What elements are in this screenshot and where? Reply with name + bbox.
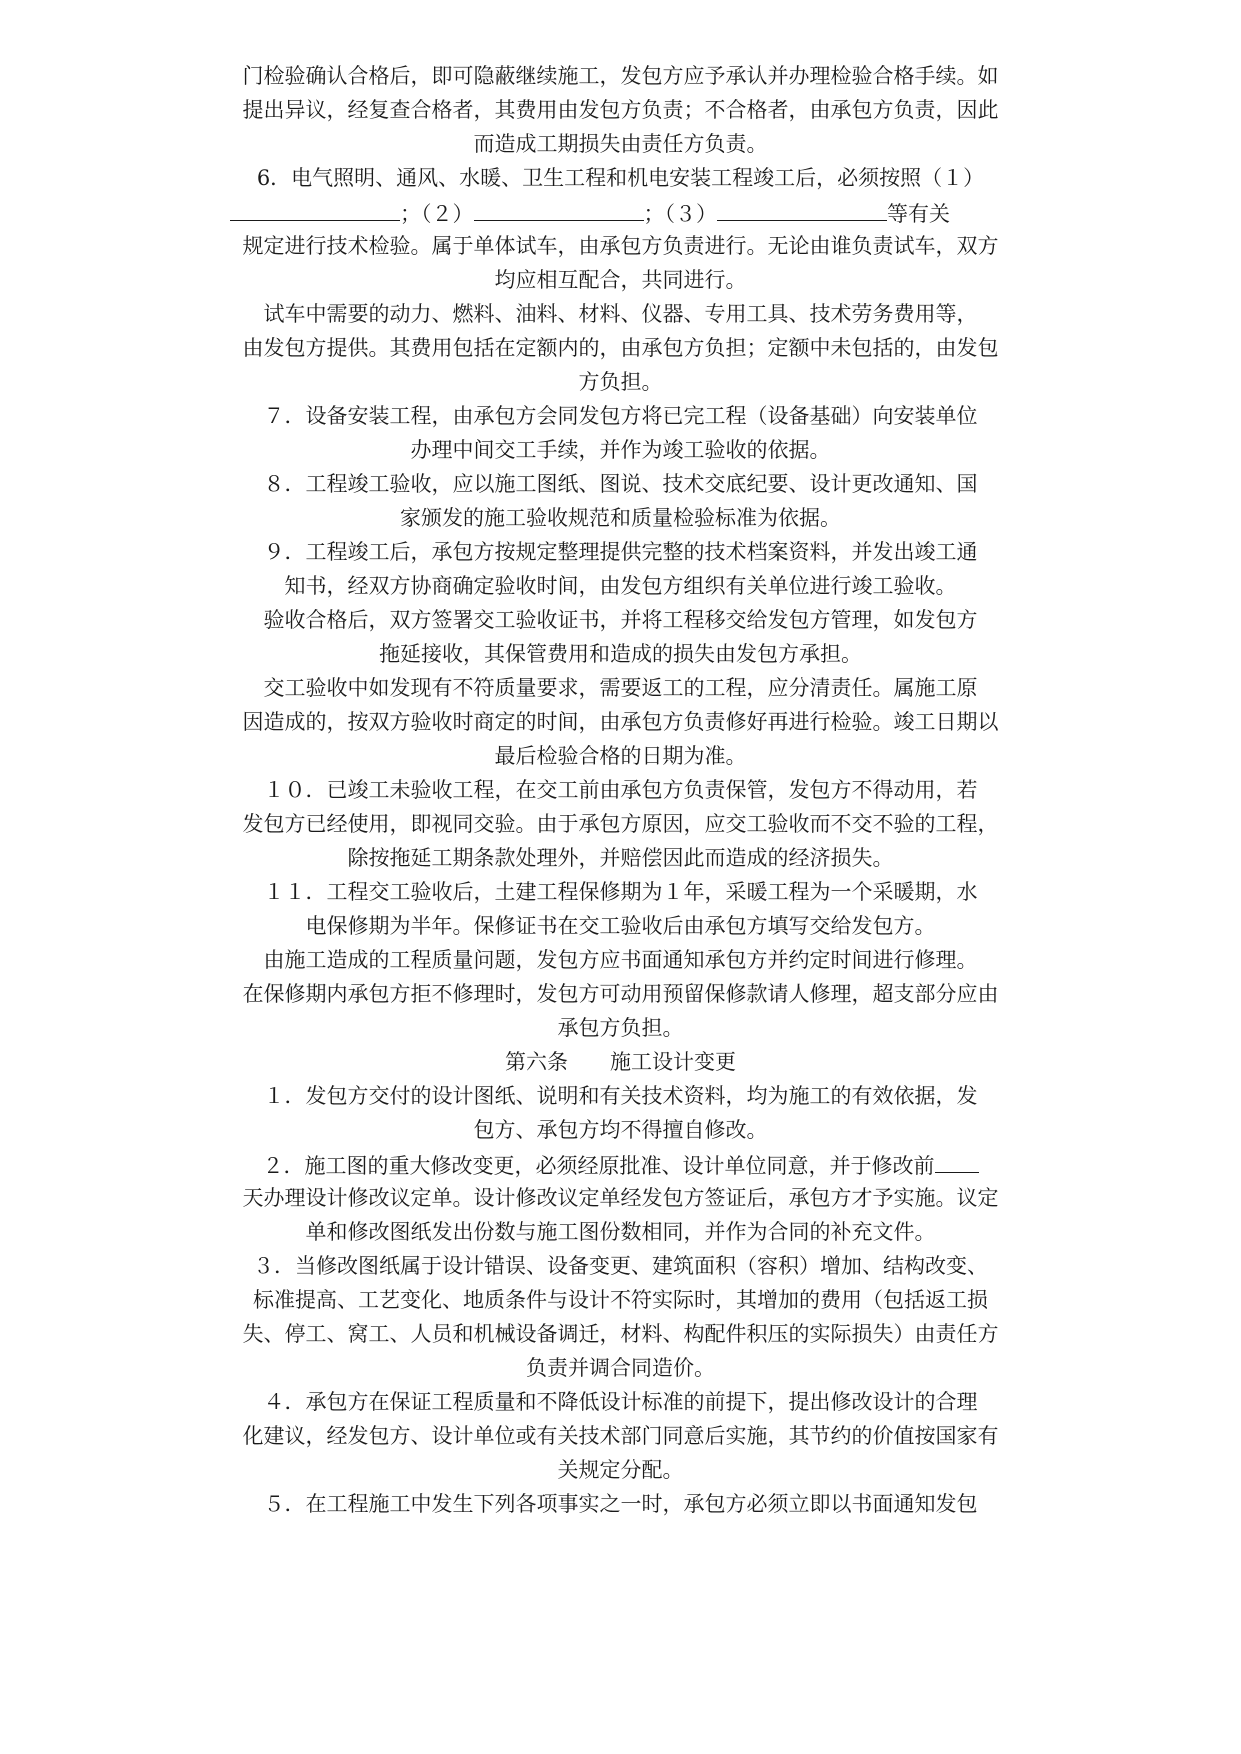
- text-line: 交工验收中如发现有不符质量要求，需要返工的工程，应分清责任。属施工原: [263, 676, 978, 700]
- text-line: 除按拖延工期条款处理外，并赔偿因此而造成的经济损失。: [347, 846, 894, 870]
- text-line: 单和修改图纸发出份数与施工图份数相同，并作为合同的补充文件。: [305, 1220, 936, 1244]
- blank-field-2[interactable]: [474, 198, 644, 221]
- text-fragment: ；（２）: [400, 202, 474, 226]
- text-line: 提出异议，经复查合格者，其费用由发包方负责；不合格者，由承包方负责，因此: [242, 98, 999, 122]
- text-line: 由发包方提供。其费用包括在定额内的，由承包方负担；定额中未包括的，由发包: [242, 336, 999, 360]
- text-line: 因造成的，按双方验收时商定的时间，由承包方负责修好再进行检验。竣工日期以: [242, 710, 999, 734]
- text-line: 失、停工、窝工、人员和机械设备调迁，材料、构配件积压的实际损失）由责任方: [242, 1322, 999, 1346]
- text-line: 由施工造成的工程质量问题，发包方应书面通知承包方并约定时间进行修理。: [263, 948, 978, 972]
- fill-in-line: [0, 1150, 1241, 1180]
- text-line: １０．已竣工未验收工程，在交工前由承包方负责保管，发包方不得动用，若: [263, 778, 978, 802]
- text-line: 关规定分配。: [557, 1458, 684, 1482]
- text-line: 化建议，经发包方、设计单位或有关技术部门同意后实施，其节约的价值按国家有: [242, 1424, 999, 1448]
- text-line: ４．承包方在保证工程质量和不降低设计标准的前提下，提出修改设计的合理: [263, 1390, 978, 1414]
- text-line: 包方、承包方均不得擅自修改。: [473, 1118, 768, 1142]
- text-line: 验收合格后，双方签署交工验收证书，并将工程移交给发包方管理，如发包方: [263, 608, 978, 632]
- text-line: １１．工程交工验收后，土建工程保修期为１年，采暖工程为一个采暖期，水: [263, 880, 978, 904]
- text-line: 电保修期为半年。保修证书在交工验收后由承包方填写交给发包方。: [305, 914, 936, 938]
- blank-field-3[interactable]: [717, 198, 887, 221]
- text-line: 拖延接收，其保管费用和造成的损失由发包方承担。: [379, 642, 862, 666]
- text-line: 规定进行技术检验。属于单体试车，由承包方负责进行。无论由谁负责试车，双方: [242, 234, 999, 258]
- text-line: 均应相互配合，共同进行。: [494, 268, 747, 292]
- text-line: １．发包方交付的设计图纸、说明和有关技术资料，均为施工的有效依据，发: [263, 1084, 978, 1108]
- text-line: 门检验确认合格后，即可隐蔽继续施工，发包方应予承认并办理检验合格手续。如: [242, 64, 999, 88]
- blank-field-1[interactable]: [230, 198, 400, 221]
- text-line: 而造成工期损失由责任方负责。: [473, 132, 768, 156]
- text-line: 办理中间交工手续，并作为竣工验收的依据。: [410, 438, 831, 462]
- fill-in-line: [230, 198, 1010, 228]
- text-fragment: ；（３）: [643, 202, 717, 226]
- text-line: 家颁发的施工验收规范和质量检验标准为依据。: [400, 506, 841, 530]
- text-line: 天办理设计修改议定单。设计修改议定单经发包方签证后，承包方才予实施。议定: [242, 1186, 999, 1210]
- text-line: 知书，经双方协商确定验收时间，由发包方组织有关单位进行竣工验收。: [284, 574, 957, 598]
- text-line: ８．工程竣工验收，应以施工图纸、图说、技术交底纪要、设计更改通知、国: [263, 472, 978, 496]
- section-heading: 第六条 施工设计变更: [505, 1050, 736, 1074]
- text-line: 发包方已经使用，即视同交验。由于承包方原因，应交工验收而不交不验的工程，: [242, 812, 999, 836]
- text-line: 负责并调合同造价。: [526, 1356, 715, 1380]
- text-line: ７．设备安装工程，由承包方会同发包方将已完工程（设备基础）向安装单位: [263, 404, 978, 428]
- text-line: ３．当修改图纸属于设计错误、设备变更、建筑面积（容积）增加、结构改变、: [253, 1254, 988, 1278]
- text-line: 最后检验合格的日期为准。: [494, 744, 747, 768]
- text-line: 在保修期内承包方拒不修理时，发包方可动用预留保修款请人修理，超支部分应由: [242, 982, 999, 1006]
- text-line: 试车中需要的动力、燃料、油料、材料、仪器、专用工具、技术劳务费用等，: [263, 302, 978, 326]
- text-line: ９．工程竣工后，承包方按规定整理提供完整的技术档案资料，并发出竣工通: [263, 540, 978, 564]
- text-line: 方负担。: [578, 370, 663, 394]
- text-line: 标准提高、工艺变化、地质条件与设计不符实际时，其增加的费用（包括返工损: [253, 1288, 988, 1312]
- text-line: ５．在工程施工中发生下列各项事实之一时，承包方必须立即以书面通知发包: [263, 1492, 978, 1516]
- text-line: 6．电气照明、通风、水暖、卫生工程和机电安装工程竣工后，必须按照（１）: [256, 166, 985, 190]
- blank-field-days[interactable]: [935, 1150, 979, 1173]
- text-fragment: ２．施工图的重大修改变更，必须经原批准、设计单位同意，并于修改前: [262, 1154, 935, 1178]
- text-fragment: 等有关: [887, 202, 950, 226]
- text-line: 承包方负担。: [557, 1016, 684, 1040]
